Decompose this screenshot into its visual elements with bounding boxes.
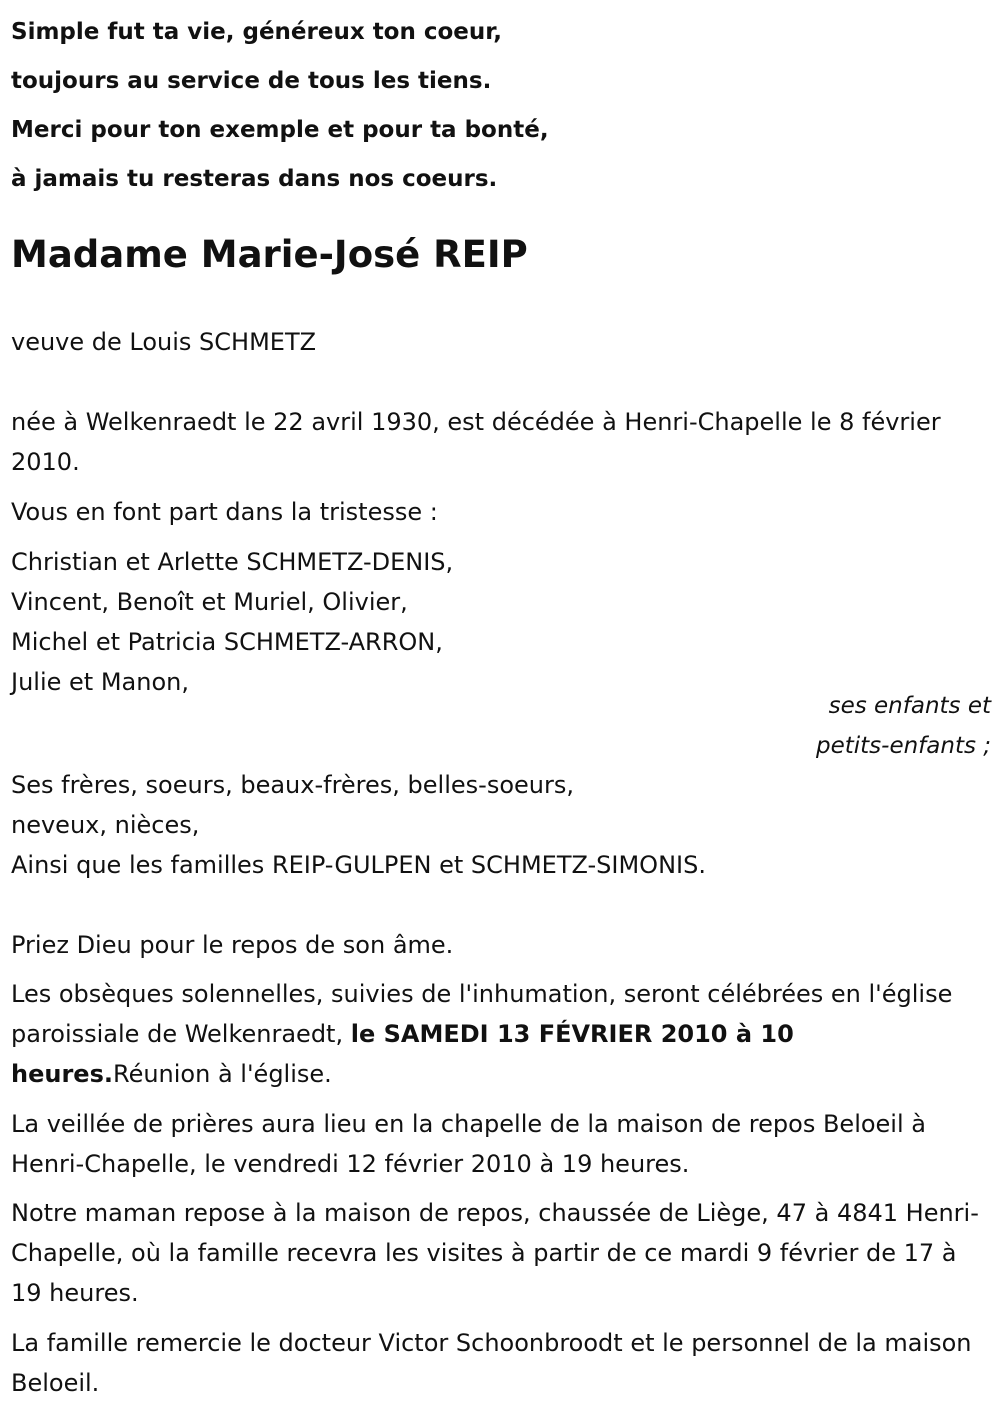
children-line: Julie et Manon, (11, 668, 189, 696)
announce-text: Vous en font part dans la tristesse : (11, 498, 438, 526)
poem-line: toujours au service de tous les tiens. (11, 68, 492, 94)
role-line: petits-enfants ; (815, 733, 991, 759)
others-line: Ses frères, soeurs, beaux-frères, belles-soeurs, (11, 771, 574, 799)
widow-of: veuve de Louis SCHMETZ (11, 328, 317, 356)
poem-line: Simple fut ta vie, généreux ton coeur, (11, 19, 502, 45)
birth-death-text: née à Welkenraedt le 22 avril 1930, est décédée à Henri-Chapelle le 8 février 2010. (11, 408, 941, 476)
funeral-date: le SAMEDI 13 FÉVRIER 2010 à 10 heures. (11, 1020, 794, 1088)
role-line: ses enfants et (828, 693, 991, 719)
others-list (11, 765, 991, 885)
prayer-text: Priez Dieu pour le repos de son âme. (11, 931, 454, 959)
thanks-text: La famille remercie le docteur Victor Schoonbroodt et le personnel de la maison Beloeil. (11, 1329, 972, 1397)
funeral-text (11, 974, 991, 1094)
deceased-name: Madame Marie-José REIP (11, 233, 528, 276)
children-list (11, 542, 991, 702)
rest-text: Notre maman repose à la maison de repos, chaussée de Liège, 47 à 4841 Henri-Chapelle, où la famille recevra les visites à partir de ce mardi 9 février de 17 à 19 heures. (11, 1199, 979, 1307)
poem-line: Merci pour ton exemple et pour ta bonté, (11, 117, 549, 143)
children-role (816, 686, 991, 766)
funeral-intro: Les obsèques solennelles, suivies de l'inhumation, seront célébrées en l'église paroissiale de Welkenraedt, (11, 980, 953, 1048)
poem (11, 8, 549, 204)
funeral-after: Réunion à l'église. (112, 1060, 332, 1088)
poem-line: à jamais tu resteras dans nos coeurs. (11, 166, 498, 192)
vigil-text: La veillée de prières aura lieu en la chapelle de la maison de repos Beloeil à Henri-Chapelle, le vendredi 12 février 2010 à 19 heures. (11, 1110, 926, 1178)
children-line: Michel et Patricia SCHMETZ-ARRON, (11, 628, 443, 656)
children-line: Christian et Arlette SCHMETZ-DENIS, (11, 548, 454, 576)
others-line: Ainsi que les familles REIP-GULPEN et SCHMETZ-SIMONIS. (11, 851, 706, 879)
others-line: neveux, nièces, (11, 811, 200, 839)
children-line: Vincent, Benoît et Muriel, Olivier, (11, 588, 408, 616)
